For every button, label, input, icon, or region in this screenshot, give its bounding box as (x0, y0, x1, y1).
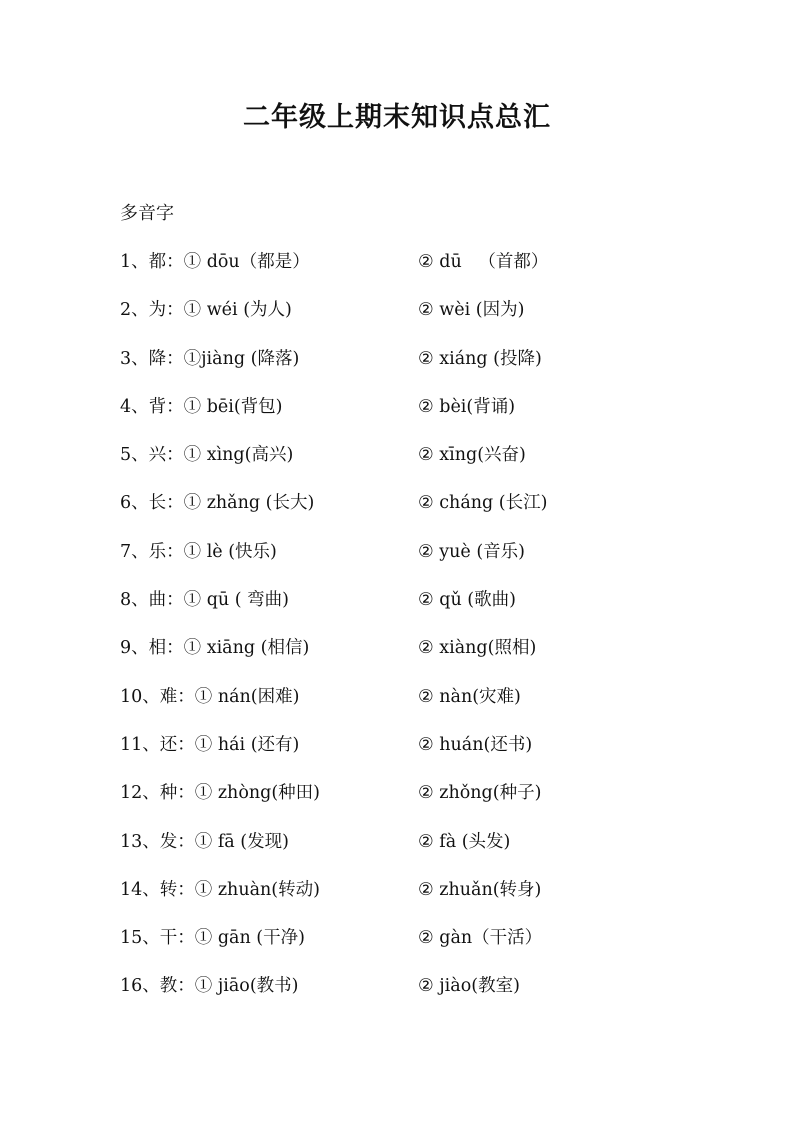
page-title: 二年级上期末知识点总汇 (243, 102, 551, 133)
item-first-reading: 5、兴：① xìng(高兴) (120, 445, 294, 466)
item-second-reading: ② qǔ (歌曲) (418, 590, 516, 611)
list-item (120, 248, 680, 296)
item-first-reading: 12、种：① zhòng(种田) (120, 783, 320, 804)
item-second-reading: ② bèi(背诵) (418, 396, 516, 417)
list-item (120, 634, 680, 682)
list-item (120, 683, 680, 731)
item-first-reading: 8、曲：① qū ( 弯曲) (120, 590, 289, 611)
list-item (120, 296, 680, 344)
item-first-reading: 10、难：① nán(困难) (120, 686, 300, 707)
item-first-reading: 2、为：① wéi (为人) (120, 300, 292, 321)
list-item (120, 828, 680, 876)
item-first-reading: 15、干：① gān (干净) (120, 928, 305, 949)
list-item (120, 779, 680, 827)
item-second-reading: ② wèi (因为) (418, 300, 525, 321)
item-first-reading: 7、乐：① lè (快乐) (120, 541, 277, 562)
item-first-reading: 14、转：① zhuàn(转动) (120, 879, 320, 900)
item-second-reading: ② xiàng(照相) (418, 638, 537, 659)
section-heading: 多音字 (120, 203, 174, 224)
item-second-reading: ② zhǒng(种子) (418, 783, 542, 804)
item-first-reading: 9、相：① xiāng (相信) (120, 638, 310, 659)
item-second-reading: ② xiáng (投降) (418, 348, 542, 369)
item-second-reading: ② nàn(灾难) (418, 686, 521, 707)
list-item (120, 489, 680, 537)
item-second-reading: ② gàn（干活） (418, 928, 543, 949)
item-second-reading: ② fà (头发) (418, 831, 511, 852)
item-first-reading: 1、都：① dōu（都是） (120, 252, 310, 272)
list-item (120, 731, 680, 779)
list-item (120, 876, 680, 924)
item-second-reading: ② jiào(教室) (418, 976, 520, 997)
item-first-reading: 11、还：① hái (还有) (120, 734, 300, 755)
list-item (120, 441, 680, 489)
list-item (120, 924, 680, 972)
item-first-reading: 13、发：① fā (发现) (120, 831, 289, 852)
item-first-reading: 4、背：① bēi(背包) (120, 396, 283, 417)
item-second-reading: ② cháng (长江) (418, 493, 548, 514)
item-first-reading: 16、教：① jiāo(教书) (120, 976, 299, 997)
list-item (120, 586, 680, 634)
item-second-reading: ② dū （首都） (418, 252, 549, 272)
item-first-reading: 3、降：①jiàng (降落) (120, 348, 300, 369)
item-first-reading: 6、长：① zhǎng (长大) (120, 493, 315, 514)
item-second-reading: ② yuè (音乐) (418, 541, 525, 562)
item-second-reading: ② xīng(兴奋) (418, 445, 526, 466)
polyphone-list (120, 248, 680, 1021)
item-second-reading: ② huán(还书) (418, 734, 533, 755)
list-item (120, 972, 680, 1020)
item-second-reading: ② zhuǎn(转身) (418, 879, 542, 900)
list-item (120, 538, 680, 586)
list-item (120, 345, 680, 393)
list-item (120, 393, 680, 441)
